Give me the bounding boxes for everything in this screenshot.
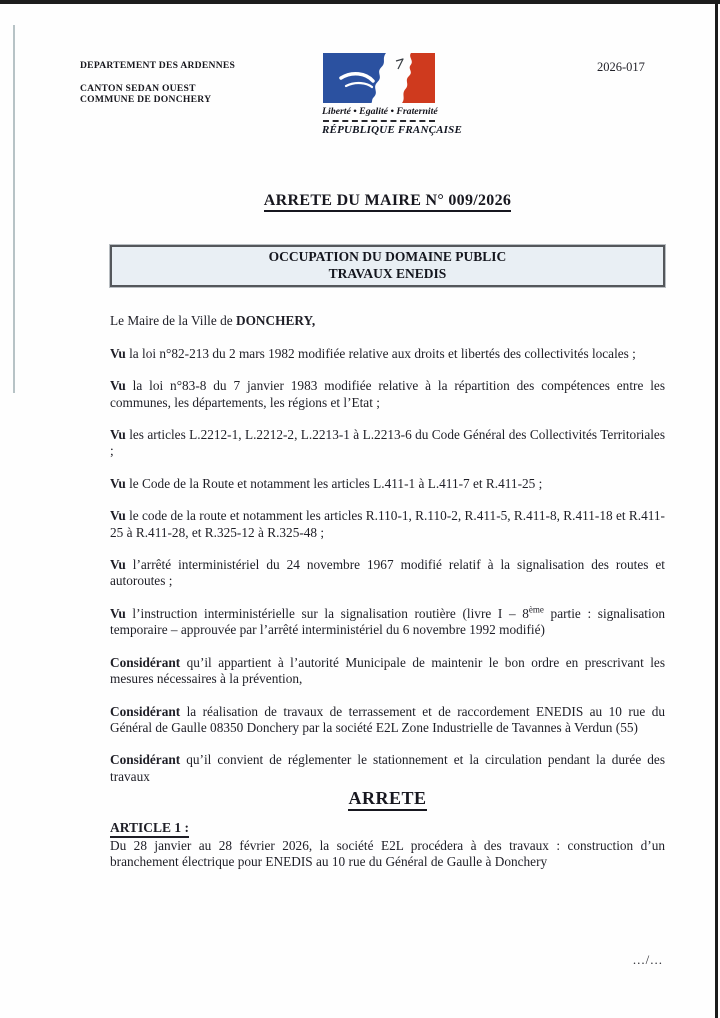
recital-label: Considérant [110, 752, 181, 768]
marianne-flag-icon [323, 53, 435, 103]
recital-label: Vu [110, 475, 126, 491]
subject-box [110, 245, 665, 287]
recital-vu-3 [110, 427, 665, 460]
recital-text-cont: partie : signalisation temporaire – approuvée par l’arrêté interministériel du 6 novembre 1992 modifié) [110, 605, 665, 638]
recital-text: la loi n°83-8 du 7 janvier 1983 modifiée relative à la répartition des compétences entre les communes, les départements, les régions et l’Etat ; [110, 378, 665, 410]
document-body [0, 193, 720, 871]
decision-heading: ARRETE [110, 790, 665, 806]
flag-blue-field [323, 53, 386, 103]
subject-line-1: OCCUPATION DU DOMAINE PUBLIC [268, 249, 507, 265]
recital-vu-6 [110, 557, 665, 590]
recital-text: l’instruction interministérielle sur la signalisation routière (livre I – 8 [132, 605, 529, 621]
document-header [0, 0, 720, 145]
departement-line: DEPARTEMENT DES ARDENNES [80, 60, 236, 71]
recital-vu-1 [110, 346, 665, 362]
recital-text: qu’il convient de réglementer le stationnement et la circulation pendant la durée des travaux [110, 752, 666, 784]
recital-label: Vu [110, 345, 126, 361]
recital-text: le Code de la Route et notamment les articles L.411-1 à L.411-7 et R.411-25 ; [129, 475, 543, 491]
opening-line: Le Maire de la Ville de DONCHERY, [110, 313, 316, 329]
recital-vu-7 [110, 606, 665, 639]
motto-text: Liberté • Egalité • Fraternité [322, 106, 438, 117]
recital-label: Vu [110, 557, 126, 573]
canton-line: CANTON SEDAN OUEST [80, 82, 196, 94]
republique-text: RÉPUBLIQUE FRANÇAISE [322, 124, 463, 136]
recital-superscript: ème [528, 604, 544, 615]
recital-considerant-1 [110, 655, 665, 688]
flag-red-field [402, 53, 435, 103]
recital-label: Vu [110, 378, 126, 394]
recital-vu-4 [110, 476, 665, 492]
commune-line: COMMUNE DE DONCHERY [80, 94, 212, 105]
document-reference-number: 2026-017 [597, 60, 645, 74]
recital-text: la loi n°82-213 du 2 mars 1982 modifiée relative aux droits et libertés des collectivités locales ; [129, 345, 636, 361]
recital-label: Considérant [110, 654, 181, 670]
issuing-authority-block [80, 60, 235, 106]
article-1-text: Du 28 janvier au 28 février 2026, la société E2L procédera à des travaux : construction d’un branchement électrique pour ENEDIS au 10 rue du Général de Gaulle à Donchery [110, 837, 665, 870]
recital-text: les articles L.2212-1, L.2212-2, L.2213-1 à L.2213-6 du Code Général des Collectivités Territoriales ; [110, 427, 666, 459]
recital-text: qu’il appartient à l’autorité Municipale de maintenir le bon ordre en prescrivant les mesures nécessaires à la prévention, [110, 654, 665, 687]
recital-label: Vu [110, 508, 126, 524]
recital-text: l’arrêté interministériel du 24 novembre 1967 modifié relatif à la signalisation des routes et autoroutes ; [110, 557, 665, 589]
republique-francaise-logo [322, 53, 463, 136]
recital-considerant-3 [110, 752, 665, 785]
scan-edge-right [715, 4, 718, 1018]
recital-label: Vu [110, 427, 126, 443]
subject-line-2: TRAVAUX ENEDIS [328, 265, 447, 281]
recital-label: Vu [110, 605, 126, 621]
motto-separator [323, 120, 435, 122]
recital-text: la réalisation de travaux de terrassement et de raccordement ENEDIS au 10 rue du Général de Gaulle 08350 Donchery par la société E2L Zone Industrielle de Tavannes à Verdun (55) [110, 703, 666, 735]
document-title: ARRETE DU MAIRE N° 009/2026 [110, 193, 665, 209]
recital-considerant-2 [110, 704, 665, 737]
article-1-heading: ARTICLE 1 : [110, 820, 665, 836]
recital-label: Considérant [110, 703, 181, 719]
recital-vu-2 [110, 378, 665, 411]
recital-vu-5 [110, 508, 665, 541]
page-continuation-marker: .../... [632, 952, 663, 967]
recital-text: le code de la route et notamment les articles R.110-1, R.110-2, R.411-5, R.411-8, R.411-18 et R.411-25 à R.411-28, et R.325-12 à R.325-48 ; [110, 508, 665, 540]
